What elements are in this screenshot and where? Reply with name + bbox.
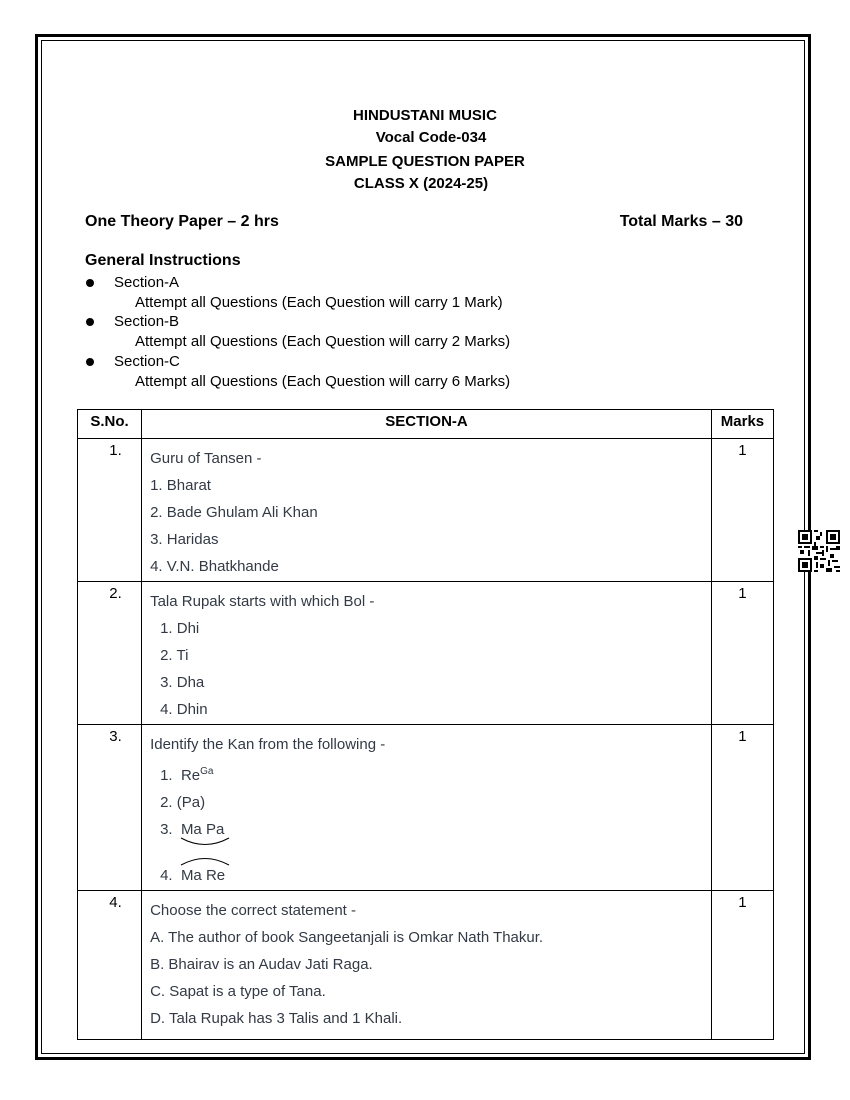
question-marks: 1 <box>711 891 773 1040</box>
option <box>150 820 711 840</box>
question-marks: 1 <box>711 725 773 891</box>
table-header-row <box>78 410 774 439</box>
instruction-item <box>85 273 685 312</box>
option: 1. Dhi <box>160 620 200 637</box>
option: 2. (Pa) <box>160 794 206 811</box>
option: 2. Ti <box>160 647 189 664</box>
option: B. Bhairav is an Audav Jati Raga. <box>150 956 373 973</box>
option-number: 4. <box>160 867 173 884</box>
table-row <box>78 439 774 582</box>
meend-under-icon <box>179 837 231 849</box>
option: 3. Dha <box>160 674 205 691</box>
table-row <box>78 891 774 1040</box>
paper-subject: HINDUSTANI MUSIC <box>353 107 497 124</box>
instruction-section: Section-B <box>114 313 180 331</box>
question-text: Choose the correct statement - <box>150 902 357 919</box>
question-text: Guru of Tansen - <box>150 450 262 467</box>
instructions-list <box>85 273 685 391</box>
question-body <box>142 891 712 1040</box>
question-table <box>77 409 774 1040</box>
option: 3. Haridas <box>150 531 219 548</box>
table-row <box>78 725 774 891</box>
bullet-icon <box>86 358 94 366</box>
option: C. Sapat is a type of Tana. <box>150 983 326 1000</box>
paper-duration: One Theory Paper – 2 hrs <box>85 213 279 230</box>
option: 4. V.N. Bhatkhande <box>150 558 279 575</box>
bullet-icon <box>86 318 94 326</box>
instruction-text: Attempt all Questions (Each Question will carry 2 Marks) <box>135 333 511 351</box>
meend-over-icon <box>179 854 231 866</box>
question-body <box>142 582 712 725</box>
total-marks: Total Marks – 30 <box>619 213 743 230</box>
section-header: SECTION-A <box>142 410 712 439</box>
instructions-title: General Instructions <box>85 252 241 269</box>
option: 1. Bharat <box>150 477 211 494</box>
question-body <box>142 439 712 582</box>
option-number: 1. <box>160 767 173 784</box>
qr-code-icon <box>798 530 840 572</box>
instruction-item <box>85 352 685 391</box>
instruction-text: Attempt all Questions (Each Question will carry 6 Marks) <box>135 372 511 390</box>
option: A. The author of book Sangeetanjali is Omkar Nath Thakur. <box>150 929 544 946</box>
question-number: 4. <box>78 891 142 1040</box>
option: 2. Bade Ghulam Ali Khan <box>150 504 318 521</box>
instruction-text: Attempt all Questions (Each Question will carry 1 Mark) <box>135 293 503 311</box>
question-text: Identify the Kan from the following - <box>150 736 386 753</box>
sno-header: S.No. <box>78 410 142 439</box>
option-swar: Re <box>180 767 201 784</box>
bullet-icon <box>86 279 94 287</box>
question-text: Tala Rupak starts with which Bol - <box>150 593 375 610</box>
option <box>150 858 711 886</box>
instruction-section: Section-A <box>114 274 180 291</box>
option: D. Tala Rupak has 3 Talis and 1 Khali. <box>150 1010 403 1027</box>
option-swar: Ma Re <box>180 867 226 884</box>
question-marks: 1 <box>711 439 773 582</box>
question-number: 1. <box>78 439 142 582</box>
option: 4. Dhin <box>160 701 208 718</box>
question-marks: 1 <box>711 582 773 725</box>
option-number: 3. <box>160 821 173 838</box>
paper-class: CLASS X (2024-25) <box>353 175 489 192</box>
kan-swar: Ga <box>200 766 214 777</box>
instruction-item <box>85 312 685 351</box>
table-row <box>78 582 774 725</box>
option-swar: Ma Pa <box>180 821 225 838</box>
question-number: 3. <box>78 725 142 891</box>
option <box>150 762 711 786</box>
instruction-section: Section-C <box>114 352 180 370</box>
question-body <box>142 725 712 891</box>
question-number: 2. <box>78 582 142 725</box>
paper-type: SAMPLE QUESTION PAPER <box>325 153 525 170</box>
paper-code: Vocal Code-034 <box>375 129 487 146</box>
marks-header: Marks <box>711 410 773 439</box>
